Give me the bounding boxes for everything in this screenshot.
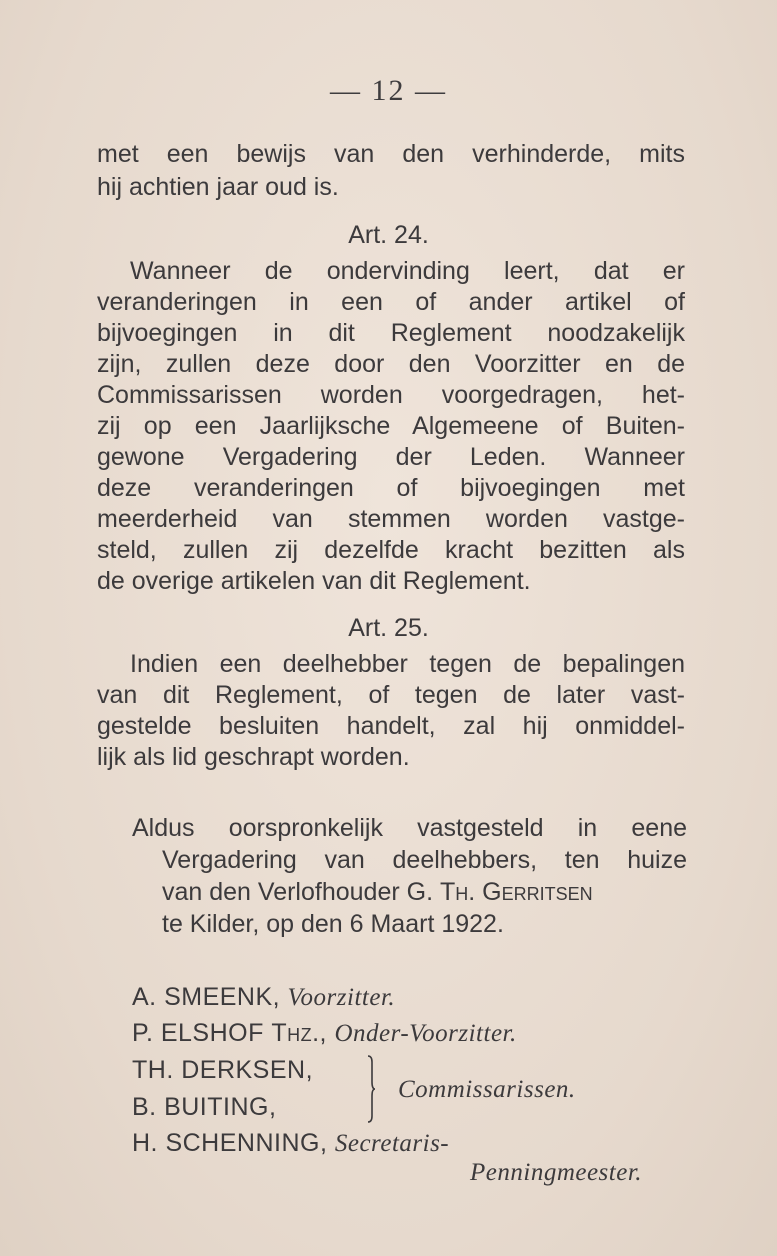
art24-line-11: de overige artikelen van dit Reglement. bbox=[97, 567, 531, 595]
page-number: — 12 — bbox=[330, 74, 447, 107]
closing-line-1: Aldus oorspronkelijk vastgesteld in eene bbox=[132, 814, 687, 842]
art24-line-5: Commissarissen worden voorgedragen, het- bbox=[97, 381, 685, 409]
role-commissarissen: Commissarissen. bbox=[398, 1076, 576, 1103]
art24-line-6: zij op een Jaarlijksche Algemeene of Buiten- bbox=[97, 412, 685, 440]
role-onder-voorzitter: Onder-Voorzitter. bbox=[334, 1020, 517, 1047]
role-penningmeester: Penningmeester. bbox=[470, 1159, 643, 1186]
art24-line-9: meerderheid van stemmen worden vastge- bbox=[97, 505, 685, 533]
role-secretaris: Secretaris- bbox=[334, 1130, 450, 1157]
signer-name-elshof: P. ELSHOF bbox=[132, 1019, 264, 1047]
art24-line-3: bijvoegingen in dit Reglement noodzakelijk bbox=[97, 319, 685, 347]
signer-name-derksen: TH. DERKSEN, bbox=[132, 1056, 314, 1084]
signer-suffix-thz: Thz. bbox=[271, 1019, 320, 1047]
closing-line-2: Vergadering van deelhebbers, ten huize bbox=[162, 846, 687, 874]
closing-line-3 bbox=[162, 877, 593, 907]
brace-icon bbox=[364, 1054, 376, 1124]
signature-smeenk bbox=[132, 982, 395, 1013]
continuation-line-1: met een bewijs van den verhinderde, mits bbox=[97, 140, 685, 168]
art25-line-2: van dit Reglement, of tegen de later vast- bbox=[97, 681, 685, 709]
continuation-line-2: hij achtien jaar oud is. bbox=[97, 173, 339, 201]
art24-line-10: steld, zullen zij dezelfde kracht bezitten als bbox=[97, 536, 685, 564]
closing-gerritsen: Gerritsen bbox=[482, 878, 593, 906]
closing-line-4: te Kilder, op den 6 Maart 1922. bbox=[162, 910, 504, 938]
article-25-heading: Art. 25. bbox=[348, 614, 429, 642]
art24-line-7: gewone Vergadering der Leden. Wanneer bbox=[97, 443, 685, 471]
article-24-heading: Art. 24. bbox=[348, 221, 429, 249]
art24-line-1: Wanneer de ondervinding leert, dat er bbox=[130, 257, 685, 285]
closing-line-3-text: van den Verlofhouder G. bbox=[162, 878, 440, 906]
signature-elshof bbox=[132, 1018, 517, 1049]
art24-line-8: deze veranderingen of bijvoegingen met bbox=[97, 474, 685, 502]
signature-schenning bbox=[132, 1128, 449, 1159]
art25-line-3: gestelde besluiten handelt, zal hij onmiddel- bbox=[97, 712, 685, 740]
art24-line-2: veranderingen in een of ander artikel of bbox=[97, 288, 685, 316]
closing-th: Th. bbox=[439, 878, 476, 906]
signer-comma: , bbox=[319, 1019, 327, 1047]
signer-name-buiting: B. BUITING, bbox=[132, 1093, 277, 1121]
art24-line-4: zijn, zullen deze door den Voorzitter en de bbox=[97, 350, 685, 378]
signer-name-schenning: H. SCHENNING, bbox=[132, 1129, 328, 1157]
art25-line-4: lijk als lid geschrapt worden. bbox=[97, 743, 410, 771]
art25-line-1: Indien een deelhebber tegen de bepalingen bbox=[130, 650, 685, 678]
signer-name-smeenk: A. SMEENK, bbox=[132, 983, 281, 1011]
role-voorzitter: Voorzitter. bbox=[287, 984, 396, 1011]
